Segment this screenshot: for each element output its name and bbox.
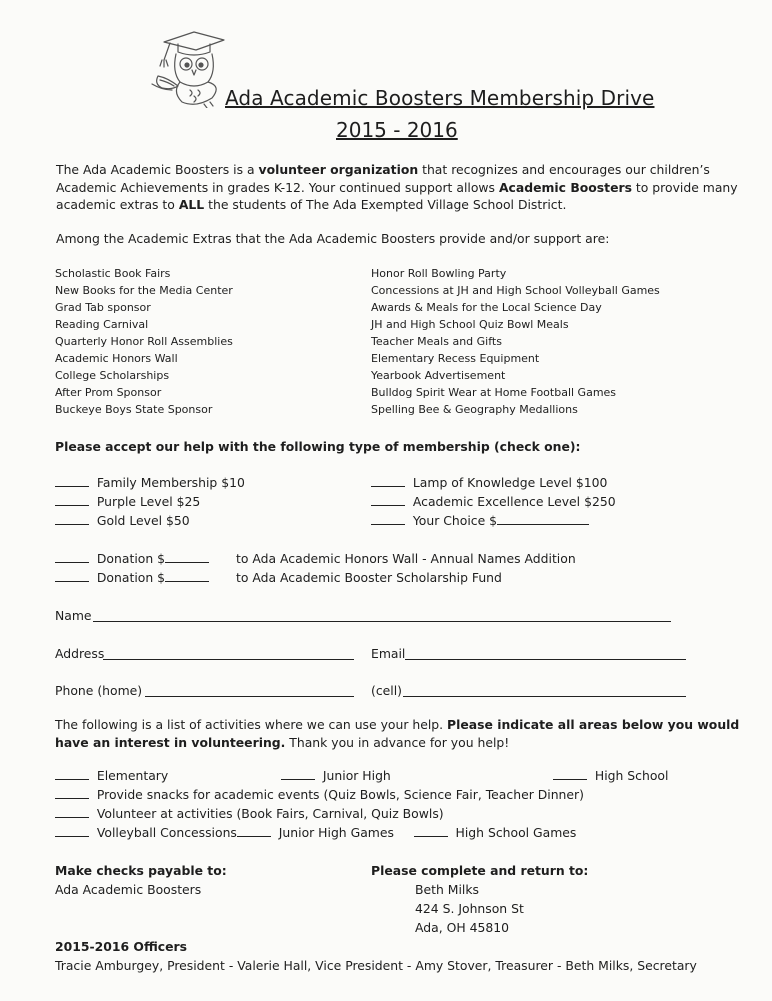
extras-item: Quarterly Honor Roll Assemblies (55, 335, 233, 348)
extras-item: Spelling Bee & Geography Medallions (371, 403, 578, 416)
check-line[interactable] (55, 514, 89, 525)
intro-paragraph: The Ada Academic Boosters is a volunteer organization that recognizes and encourages our children’s Academic Achievements in grades K-12. Your continued support allows Academic Boosters to provide many academic extras to ALL the students of The Ada Exempted Village School District. (56, 162, 738, 213)
name-field[interactable] (93, 621, 671, 622)
snacks-option[interactable]: Provide snacks for academic events (Quiz Bowls, Science Fair, Teacher Dinner) (55, 787, 584, 802)
extras-item: Elementary Recess Equipment (371, 352, 540, 365)
extras-item: After Prom Sponsor (55, 386, 162, 399)
donation-honors-wall[interactable]: Donation $ (55, 551, 209, 566)
address-field[interactable] (103, 659, 354, 660)
phone-field[interactable] (145, 696, 354, 697)
check-line[interactable] (55, 495, 89, 506)
return-city: Ada, OH 45810 (415, 920, 510, 935)
return-street: 424 S. Johnson St (415, 901, 524, 916)
elementary-option[interactable]: Elementary (55, 768, 168, 783)
payable-to: Ada Academic Boosters (55, 882, 202, 897)
donation-amount-field[interactable] (165, 552, 209, 563)
check-line[interactable] (371, 514, 405, 525)
family-membership-option[interactable]: Family Membership $10 (55, 475, 245, 490)
form-title: Ada Academic Boosters Membership Drive (225, 86, 655, 110)
volunteer-paragraph: The following is a list of activities where we can use your help. Please indicate all areas below you would have an interest in volunteering. Thank you in advance for you help! (55, 717, 740, 750)
extras-item: Honor Roll Bowling Party (371, 267, 507, 280)
extras-item: Bulldog Spirit Wear at Home Football Games (371, 386, 617, 399)
extras-item: Concessions at JH and High School Volleyball Games (371, 284, 660, 297)
cell-field[interactable] (403, 696, 686, 697)
extras-right-list (371, 265, 660, 418)
volleyball-option[interactable]: Volleyball Concessions Junior High Games High School Games (55, 825, 576, 840)
address-label: Address (55, 646, 105, 661)
excellence-level-option[interactable]: Academic Excellence Level $250 (371, 494, 616, 509)
officers-heading: 2015-2016 Officers (55, 939, 188, 954)
lamp-level-option[interactable]: Lamp of Knowledge Level $100 (371, 475, 607, 490)
membership-heading: Please accept our help with the following type of membership (check one): (55, 439, 581, 454)
donation-scholarship[interactable]: Donation $ (55, 570, 209, 585)
check-line[interactable] (55, 571, 89, 582)
purple-level-option[interactable]: Purple Level $25 (55, 494, 200, 509)
check-line[interactable] (55, 788, 89, 799)
extras-item: New Books for the Media Center (55, 284, 233, 297)
phone-label: Phone (home) (55, 683, 143, 698)
check-line[interactable] (55, 476, 89, 487)
donation-amount-field[interactable] (165, 571, 209, 582)
extras-item: Buckeye Boys State Sponsor (55, 403, 213, 416)
choice-amount-field[interactable] (497, 514, 589, 525)
check-line[interactable] (55, 769, 89, 780)
extras-item: Awards & Meals for the Local Science Day (371, 301, 602, 314)
check-line[interactable] (55, 552, 89, 563)
check-line[interactable] (55, 807, 89, 818)
name-label: Name (55, 608, 92, 623)
extras-left-list (55, 265, 233, 418)
donation-target-scholarship: to Ada Academic Booster Scholarship Fund (236, 570, 502, 585)
check-line[interactable] (237, 826, 271, 837)
gold-level-option[interactable]: Gold Level $50 (55, 513, 190, 528)
email-label: Email (371, 646, 406, 661)
donation-target-honors-wall: to Ada Academic Honors Wall - Annual Names Addition (236, 551, 576, 566)
extras-heading: Among the Academic Extras that the Ada Academic Boosters provide and/or support are: (56, 231, 610, 246)
email-field[interactable] (405, 659, 686, 660)
payable-heading: Make checks payable to: (55, 863, 227, 878)
check-line[interactable] (371, 476, 405, 487)
extras-item: College Scholarships (55, 369, 170, 382)
officers-list: Tracie Amburgey, President - Valerie Hall, Vice President - Amy Stover, Treasurer - Beth Milks, Secretary (55, 958, 697, 973)
extras-item: Grad Tab sponsor (55, 301, 151, 314)
your-choice-option[interactable]: Your Choice $ (371, 513, 589, 528)
check-line[interactable] (414, 826, 448, 837)
cell-label: (cell) (371, 683, 402, 698)
check-line[interactable] (371, 495, 405, 506)
extras-item: JH and High School Quiz Bowl Meals (371, 318, 569, 331)
form-year: 2015 - 2016 (336, 118, 458, 142)
extras-item: Yearbook Advertisement (371, 369, 506, 382)
high-school-option[interactable]: High School (553, 768, 668, 783)
check-line[interactable] (55, 826, 89, 837)
return-name: Beth Milks (415, 882, 479, 897)
return-heading: Please complete and return to: (371, 863, 589, 878)
extras-item: Scholastic Book Fairs (55, 267, 171, 280)
check-line[interactable] (553, 769, 587, 780)
volunteer-activities-option[interactable]: Volunteer at activities (Book Fairs, Carnival, Quiz Bowls) (55, 806, 444, 821)
extras-item: Reading Carnival (55, 318, 149, 331)
owl-graduate-logo (142, 28, 228, 108)
extras-item: Academic Honors Wall (55, 352, 178, 365)
extras-item: Teacher Meals and Gifts (371, 335, 502, 348)
check-line[interactable] (281, 769, 315, 780)
junior-high-option[interactable]: Junior High (281, 768, 391, 783)
